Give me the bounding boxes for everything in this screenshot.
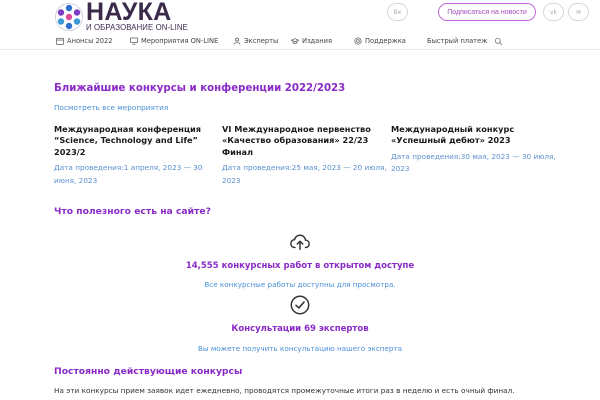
event-date-line: Дата проведения:1 апреля, 2023 — 30 (54, 163, 203, 173)
feature-works-desc: Все конкурсные работы доступны для просмотра. (204, 280, 396, 289)
cloud-upload-icon (289, 231, 311, 253)
event-title-line: Международный конкурс (391, 124, 515, 134)
event-date-line: Дата проведения:30 мая, 2023 — 30 июля, (391, 151, 556, 161)
event-card[interactable] (222, 124, 387, 187)
search-icon[interactable] (494, 37, 503, 46)
feature-experts-title: Консультации 69 экспертов (231, 324, 369, 334)
event-title-line: «Качество образования» 22/23 (222, 135, 369, 146)
nav-item-publications[interactable] (291, 37, 332, 45)
nav-item-label: Анонсы 2022 (67, 37, 113, 45)
event-card[interactable] (54, 124, 214, 187)
nav-item-support[interactable] (354, 37, 406, 45)
permanent-contests-heading: Постоянно действующие конкурсы (54, 366, 243, 377)
event-title-line: «Успешный дебют» 2023 (391, 135, 511, 146)
event-title[interactable] (54, 124, 214, 158)
logo-title: НАУКА (86, 0, 172, 26)
event-title-line: VI Международное первенство (222, 124, 371, 134)
mail-button[interactable]: ✉ (568, 3, 589, 21)
user-icon (233, 37, 241, 45)
nav-item-announcements[interactable] (56, 37, 113, 45)
nav-item-label: Поддержка (365, 37, 406, 45)
nav-item-online-events[interactable] (130, 37, 218, 45)
login-button[interactable]: Вх (387, 3, 408, 21)
site-logo[interactable] (54, 2, 194, 33)
event-title-line: 2023/2 (54, 146, 86, 157)
event-title-line: Финал (222, 146, 254, 157)
nav-item-label: Эксперты (244, 37, 279, 45)
main-nav (0, 34, 600, 50)
event-title[interactable] (391, 124, 561, 147)
logo-hex-icon (54, 2, 84, 32)
event-date-line: Дата проведения:25 мая, 2023 — 20 июля, (222, 163, 387, 173)
feature-works-title: 14,555 конкурсных работ в открытом доступе (185, 261, 415, 271)
nav-item-label: Издания (302, 37, 333, 45)
useful-heading: Что полезного есть на сайте? (54, 206, 211, 217)
nav-item-experts[interactable] (233, 37, 278, 45)
event-date (222, 162, 387, 187)
lifebuoy-icon (354, 37, 362, 45)
site-header (0, 0, 600, 33)
event-card[interactable] (391, 124, 561, 176)
nav-item-label: Быстрый платеж (427, 37, 488, 45)
view-all-events-link[interactable]: Посмотреть все мероприятия (54, 103, 169, 112)
feature-experts-desc: Вы можете получить консультацию нашего эксперта (197, 344, 403, 353)
event-date-line: июня, 2023 (54, 175, 98, 185)
calendar-icon (56, 37, 64, 45)
vk-button[interactable]: vk (543, 3, 564, 21)
event-date-line: 2023 (222, 175, 241, 185)
event-title-line: “Science, Technology and Life” (54, 135, 198, 146)
subscribe-button[interactable]: Подписаться на новости (438, 3, 536, 21)
nav-item-quick-payment[interactable] (427, 37, 487, 45)
permanent-contests-text: На эти конкурсы прием заявок идет ежедневно, проводятся промежуточные итоги раз в неделю и есть очный финал. (54, 386, 515, 395)
event-title-line: Международная конференция (54, 124, 202, 134)
event-title[interactable] (222, 124, 387, 158)
graduation-cap-icon (291, 37, 299, 45)
nav-item-label: Мероприятия ON-LINE (141, 37, 219, 45)
check-circle-icon (289, 294, 311, 316)
event-date (54, 162, 214, 187)
event-date-line: 2023 (391, 164, 410, 174)
upcoming-heading: Ближайшие конкурсы и конференции 2022/2023 (54, 83, 346, 94)
logo-subtitle: И ОБРАЗОВАНИЕ ON-LINE (86, 23, 188, 32)
event-date (391, 151, 561, 176)
monitor-icon (130, 37, 138, 45)
